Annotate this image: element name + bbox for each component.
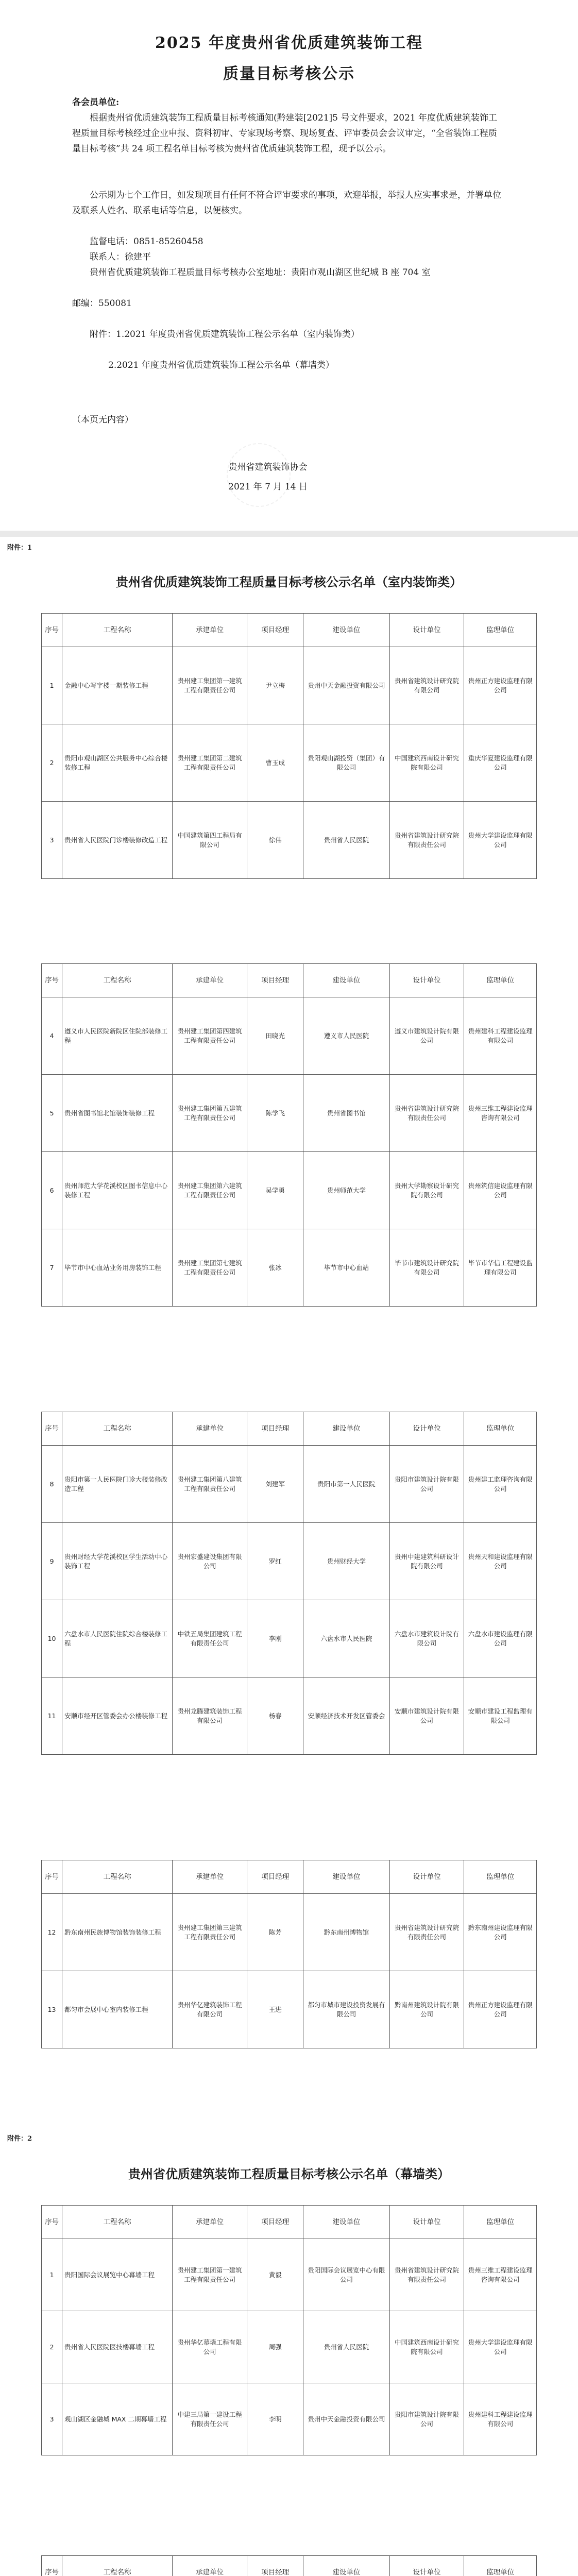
column-header: 设计单位 xyxy=(389,964,464,997)
column-header: 建设单位 xyxy=(303,614,389,647)
column-header: 序号 xyxy=(42,2206,62,2239)
table-cell: 王进 xyxy=(247,1971,303,2048)
table-row xyxy=(42,1075,537,1152)
table-cell: 贵州省图书馆北馆装饰装修工程 xyxy=(62,1075,173,1152)
column-header: 建设单位 xyxy=(303,1860,389,1894)
table-cell: 贵州大学勘察设计研究院有限公司 xyxy=(389,1152,464,1229)
sheet2-table-block xyxy=(41,2555,537,2576)
header-row xyxy=(42,1412,537,1446)
attachment-1: 附件：1.2021 年度贵州省优质建筑装饰工程公示名单（室内装饰类） xyxy=(90,329,360,340)
column-header: 设计单位 xyxy=(389,614,464,647)
column-header: 项目经理 xyxy=(247,2206,303,2239)
column-header: 承建单位 xyxy=(173,2206,247,2239)
attachment-label-2: 附件：2 xyxy=(7,2135,32,2143)
sheet1-table-block xyxy=(41,1412,537,1755)
sheet1-title: 贵州省优质建筑装饰工程质量目标考核公示名单（室内装饰类） xyxy=(116,575,462,589)
table-cell: 11 xyxy=(42,1677,62,1755)
column-header: 承建单位 xyxy=(173,964,247,997)
table-cell: 贵州龙腾建筑装饰工程有限公司 xyxy=(173,1677,247,1755)
table-cell: 贵州中天金融投资有限公司 xyxy=(303,647,389,724)
table-cell: 周强 xyxy=(247,2311,303,2383)
table-row xyxy=(42,647,537,724)
table-cell: 都匀市会展中心室内装修工程 xyxy=(62,1971,173,2048)
column-header: 建设单位 xyxy=(303,2206,389,2239)
table-cell: 贵州建工集团第五建筑工程有限责任公司 xyxy=(173,1075,247,1152)
column-header: 监理单位 xyxy=(464,2206,537,2239)
table-cell: 遵义市人民医院新院区住院部装修工程 xyxy=(62,997,173,1075)
table-cell: 毕节市中心血站业务用房装饰工程 xyxy=(62,1229,173,1307)
table-cell: 中国建筑第四工程局有限公司 xyxy=(173,802,247,879)
table-cell: 9 xyxy=(42,1523,62,1600)
table-cell: 3 xyxy=(42,2383,62,2455)
table-row xyxy=(42,724,537,802)
column-header: 序号 xyxy=(42,2556,62,2576)
table-cell: 观山湖区金融城 MAX 二期幕墙工程 xyxy=(62,2383,173,2455)
table-cell: 贵州建科工程建设监理有限公司 xyxy=(464,997,537,1075)
column-header: 序号 xyxy=(42,1412,62,1446)
table-cell: 田晓光 xyxy=(247,997,303,1075)
table-cell: 贵州建科工程建设监理有限公司 xyxy=(464,2383,537,2455)
table-cell: 贵阳国际会议展览中心幕墙工程 xyxy=(62,2239,173,2311)
table-cell: 贵州财经大学花溪校区学生活动中心装饰工程 xyxy=(62,1523,173,1600)
table-cell: 2 xyxy=(42,724,62,802)
contact-person: 联系人：徐建平 xyxy=(90,252,151,262)
table-cell: 贵州省建筑设计研究院有限责任公司 xyxy=(389,1075,464,1152)
signer: 贵州省建筑装饰协会 xyxy=(228,462,308,472)
column-header: 设计单位 xyxy=(389,2206,464,2239)
column-header: 承建单位 xyxy=(173,1412,247,1446)
table-cell: 杨春 xyxy=(247,1677,303,1755)
table-cell: 贵州建工集团第一建筑工程有限责任公司 xyxy=(173,2239,247,2311)
table-cell: 10 xyxy=(42,1600,62,1677)
column-header: 监理单位 xyxy=(464,2556,537,2576)
table-cell: 六盘水市人民医院 xyxy=(303,1600,389,1677)
table-cell: 贵州省人民医院 xyxy=(303,802,389,879)
table-cell: 贵州建工集团第四建筑工程有限责任公司 xyxy=(173,997,247,1075)
contact-phone: 监督电话：0851-85260458 xyxy=(90,236,203,247)
table-cell: 贵州省建筑设计研究院有限责任公司 xyxy=(389,1894,464,1971)
table-cell: 中建三局第一建设工程有限责任公司 xyxy=(173,2383,247,2455)
table-row xyxy=(42,997,537,1075)
column-header: 工程名称 xyxy=(62,1860,173,1894)
table-cell: 贵阳国际会议展览中心有限公司 xyxy=(303,2239,389,2311)
table-cell: 罗红 xyxy=(247,1523,303,1600)
table-cell: 李刚 xyxy=(247,1600,303,1677)
table-row xyxy=(42,1894,537,1971)
table-row xyxy=(42,1971,537,2048)
table-cell: 贵州省建筑设计研究院有限责任公司 xyxy=(389,802,464,879)
table-cell: 中铁五局集团建筑工程有限责任公司 xyxy=(173,1600,247,1677)
table-row xyxy=(42,1446,537,1523)
table-row xyxy=(42,1677,537,1755)
table-cell: 六盘水市建筑设计院有限公司 xyxy=(389,1600,464,1677)
table-cell: 13 xyxy=(42,1971,62,2048)
table-cell: 安顺经济技术开发区管委会 xyxy=(303,1677,389,1755)
table-cell: 贵州正方建设监理有限公司 xyxy=(464,647,537,724)
table-row xyxy=(42,1523,537,1600)
table-row xyxy=(42,2311,537,2383)
column-header: 承建单位 xyxy=(173,1860,247,1894)
sheet2-title: 贵州省优质建筑装饰工程质量目标考核公示名单（幕墙类） xyxy=(128,2167,450,2181)
table-cell: 毕节市中心血站 xyxy=(303,1229,389,1307)
column-header: 监理单位 xyxy=(464,1412,537,1446)
table-cell: 贵州师范大学 xyxy=(303,1152,389,1229)
table-cell: 贵州三维工程建设监理咨询有限公司 xyxy=(464,2239,537,2311)
column-header: 项目经理 xyxy=(247,614,303,647)
table-cell: 贵州建工集团第一建筑工程有限责任公司 xyxy=(173,647,247,724)
table-cell: 遵义市建筑设计院有限公司 xyxy=(389,997,464,1075)
table-row xyxy=(42,1600,537,1677)
column-header: 序号 xyxy=(42,614,62,647)
column-header: 建设单位 xyxy=(303,2556,389,2576)
table-cell: 1 xyxy=(42,2239,62,2311)
column-header: 承建单位 xyxy=(173,2556,247,2576)
table-cell: 李明 xyxy=(247,2383,303,2455)
header-row xyxy=(42,2206,537,2239)
table-cell: 贵州建工集团第六建筑工程有限责任公司 xyxy=(173,1152,247,1229)
table-cell: 贵州华亿幕墙工程有限公司 xyxy=(173,2311,247,2383)
table-cell: 贵州省图书馆 xyxy=(303,1075,389,1152)
table-cell: 贵州中天金融投资有限公司 xyxy=(303,2383,389,2455)
table-cell: 贵州宏盛建设集团有限公司 xyxy=(173,1523,247,1600)
table-row xyxy=(42,2239,537,2311)
column-header: 设计单位 xyxy=(389,2556,464,2576)
table-cell: 中国建筑西南设计研究院有限公司 xyxy=(389,724,464,802)
column-header: 工程名称 xyxy=(62,614,173,647)
table-cell: 黔东南州博物馆 xyxy=(303,1894,389,1971)
column-header: 工程名称 xyxy=(62,2556,173,2576)
table-row xyxy=(42,2383,537,2455)
column-header: 项目经理 xyxy=(247,2556,303,2576)
column-header: 设计单位 xyxy=(389,1412,464,1446)
table-cell: 黄毅 xyxy=(247,2239,303,2311)
notice-paragraph-1: 根据贵州省优质建筑装饰工程质量目标考核通知(黔建装[2021]5 号文件要求，2021 年度优质建筑装饰工程质量目标考核经过企业申报、资料初审、专家现场考察、现场复查、评审委员会会议审定，“全省装饰工程质量目标考核”共 24 项工程名单目标考核为贵州省优质建筑装饰工程，现予以公示。 xyxy=(72,113,498,154)
table-cell: 重庆华夏建设监理有限公司 xyxy=(464,724,537,802)
table-cell: 贵州省人民医院门诊楼装修改造工程 xyxy=(62,802,173,879)
table-row xyxy=(42,1229,537,1307)
table-cell: 贵州省人民医院医技楼幕墙工程 xyxy=(62,2311,173,2383)
table-cell: 黔东南州民族博物馆装饰装修工程 xyxy=(62,1894,173,1971)
table-cell: 贵州省建筑设计研究院有限责任公司 xyxy=(389,2239,464,2311)
column-header: 监理单位 xyxy=(464,614,537,647)
table-cell: 贵州三维工程建设监理咨询有限公司 xyxy=(464,1075,537,1152)
column-header: 工程名称 xyxy=(62,2206,173,2239)
table-cell: 8 xyxy=(42,1446,62,1523)
table-cell: 3 xyxy=(42,802,62,879)
table-cell: 12 xyxy=(42,1894,62,1971)
notice-title-line1: 2025 年度贵州省优质建筑装饰工程 xyxy=(155,34,423,52)
notice-page xyxy=(0,0,578,526)
table-cell: 贵阳观山湖投资（集团）有限公司 xyxy=(303,724,389,802)
table-row xyxy=(42,1152,537,1229)
table-cell: 陈学飞 xyxy=(247,1075,303,1152)
table-cell: 刘建军 xyxy=(247,1446,303,1523)
table-cell: 贵州华亿建筑装饰工程有限公司 xyxy=(173,1971,247,2048)
sheet1-table-block xyxy=(41,963,537,1307)
table-cell: 都匀市城市建设投资发展有限公司 xyxy=(303,1971,389,2048)
column-header: 项目经理 xyxy=(247,964,303,997)
column-header: 工程名称 xyxy=(62,1412,173,1446)
date: 2021 年 7 月 14 日 xyxy=(228,482,308,492)
column-header: 建设单位 xyxy=(303,1412,389,1446)
table-cell: 贵阳市第一人民医院门诊大楼装修改造工程 xyxy=(62,1446,173,1523)
table-cell: 贵州大学建设监理有限公司 xyxy=(464,2311,537,2383)
table-cell: 7 xyxy=(42,1229,62,1307)
column-header: 监理单位 xyxy=(464,964,537,997)
table-cell: 贵阳市建筑设计院有限公司 xyxy=(389,1446,464,1523)
table-cell: 曹玉成 xyxy=(247,724,303,802)
table-cell: 安顺市建设工程监理有限公司 xyxy=(464,1677,537,1755)
notice-paragraph-2: 公示期为七个工作日，如发现项目有任何不符合评审要求的事项，欢迎举报，举报人应实事求是，并署单位及联系人姓名、联系电话等信息，以便核实。 xyxy=(72,190,501,216)
table-cell: 贵州筑信建设监理有限公司 xyxy=(464,1152,537,1229)
table-cell: 贵州建工集团第三建筑工程有限责任公司 xyxy=(173,1894,247,1971)
seal-stamp xyxy=(227,443,291,507)
column-header: 工程名称 xyxy=(62,964,173,997)
table-cell: 六盘水市建设监理有限公司 xyxy=(464,1600,537,1677)
table-cell: 1 xyxy=(42,647,62,724)
table-cell: 尹立梅 xyxy=(247,647,303,724)
header-row xyxy=(42,964,537,997)
table-cell: 吴学勇 xyxy=(247,1152,303,1229)
table-cell: 贵州建工监理咨询有限公司 xyxy=(464,1446,537,1523)
column-header: 序号 xyxy=(42,964,62,997)
table-cell: 安顺市经开区管委会办公楼装修工程 xyxy=(62,1677,173,1755)
table-cell: 安顺市建筑设计院有限公司 xyxy=(389,1677,464,1755)
column-header: 监理单位 xyxy=(464,1860,537,1894)
attachment-2: 2.2021 年度贵州省优质建筑装饰工程公示名单（幕墙类） xyxy=(108,360,334,370)
table-cell: 贵阳市第一人民医院 xyxy=(303,1446,389,1523)
table-cell: 黔南州建筑设计院有限公司 xyxy=(389,1971,464,2048)
table-cell: 2 xyxy=(42,2311,62,2383)
table-cell: 徐伟 xyxy=(247,802,303,879)
notice-title-line2: 质量目标考核公示 xyxy=(223,65,355,83)
table-cell: 贵阳市观山湖区公共服务中心综合楼装修工程 xyxy=(62,724,173,802)
table-cell: 贵州天和建设监理有限公司 xyxy=(464,1523,537,1600)
table-cell: 贵州财经大学 xyxy=(303,1523,389,1600)
table-cell: 6 xyxy=(42,1152,62,1229)
office-address: 贵州省优质建筑装饰工程质量目标考核办公室地址：贵阳市观山湖区世纪城 B 座 704 室 xyxy=(90,267,431,278)
header-row xyxy=(42,1860,537,1894)
table-cell: 张冰 xyxy=(247,1229,303,1307)
page-separator xyxy=(0,531,578,537)
header-row xyxy=(42,2556,537,2576)
table-cell: 六盘水市人民医院住院综合楼装修工程 xyxy=(62,1600,173,1677)
postcode: 邮编：550081 xyxy=(72,298,132,309)
table-cell: 中国建筑西南设计研究院有限公司 xyxy=(389,2311,464,2383)
table-cell: 遵义市人民医院 xyxy=(303,997,389,1075)
column-header: 序号 xyxy=(42,1860,62,1894)
table-cell: 贵州正方建设监理有限公司 xyxy=(464,1971,537,2048)
table-cell: 贵州建工集团第二建筑工程有限责任公司 xyxy=(173,724,247,802)
table-cell: 贵州中建建筑科研设计院有限公司 xyxy=(389,1523,464,1600)
column-header: 设计单位 xyxy=(389,1860,464,1894)
column-header: 项目经理 xyxy=(247,1412,303,1446)
table-cell: 黔东南州建设监理有限公司 xyxy=(464,1894,537,1971)
sheet2-table-block xyxy=(41,2205,537,2455)
table-row xyxy=(42,802,537,879)
header-row xyxy=(42,614,537,647)
table-cell: 金融中心写字楼一期装修工程 xyxy=(62,647,173,724)
table-cell: 陈芳 xyxy=(247,1894,303,1971)
sheet1-table-block xyxy=(41,613,537,879)
column-header: 项目经理 xyxy=(247,1860,303,1894)
blank-note: （本页无内容） xyxy=(72,415,133,425)
table-cell: 贵州建工集团第七建筑工程有限责任公司 xyxy=(173,1229,247,1307)
table-cell: 毕节市华信工程建设监理有限公司 xyxy=(464,1229,537,1307)
table-cell: 5 xyxy=(42,1075,62,1152)
table-cell: 贵州省人民医院 xyxy=(303,2311,389,2383)
table-cell: 贵州师范大学花溪校区图书信息中心装修工程 xyxy=(62,1152,173,1229)
column-header: 承建单位 xyxy=(173,614,247,647)
attachment-label-1: 附件：1 xyxy=(7,544,32,552)
table-cell: 贵州建工集团第八建筑工程有限责任公司 xyxy=(173,1446,247,1523)
salutation: 各会员单位: xyxy=(72,97,120,108)
table-cell: 贵阳市建筑设计院有限公司 xyxy=(389,2383,464,2455)
column-header: 建设单位 xyxy=(303,964,389,997)
table-cell: 贵州省建筑设计研究院有限公司 xyxy=(389,647,464,724)
sheet1-table-block xyxy=(41,1860,537,2048)
table-cell: 毕节市建筑设计研究院有限公司 xyxy=(389,1229,464,1307)
table-cell: 4 xyxy=(42,997,62,1075)
table-cell: 贵州大学建设监理有限公司 xyxy=(464,802,537,879)
